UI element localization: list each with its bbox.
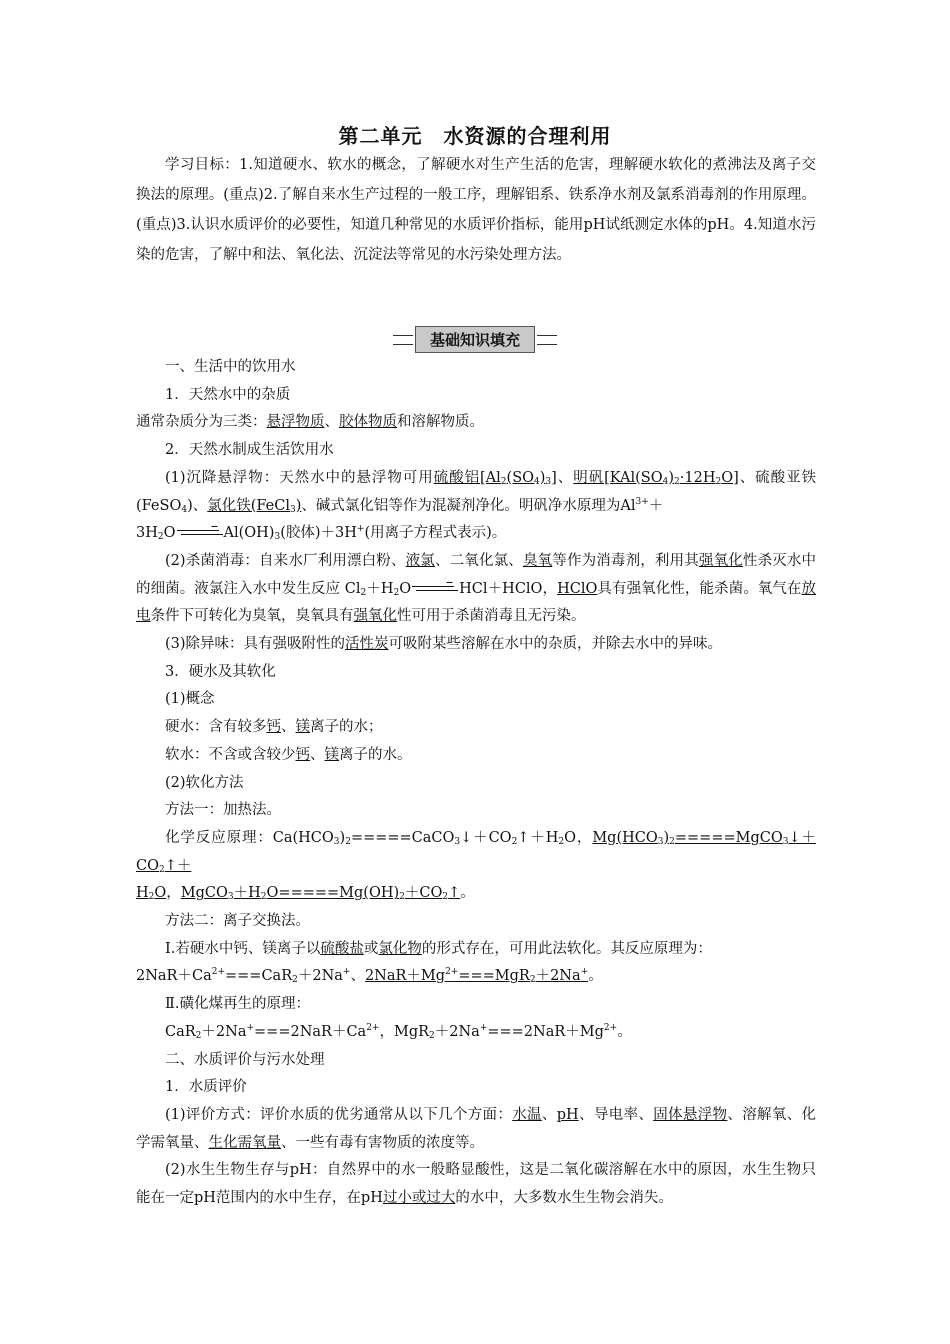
text-span: 硬水：含有较多 [165, 719, 267, 736]
answer-blank: 臭氧 [522, 552, 553, 569]
answer-blank: 悬浮物质 [266, 414, 325, 431]
text-span: (1)评价方式：评价水质的优劣通常从以下几个方面： [165, 1106, 513, 1123]
paragraph-disinfect: (2)杀菌消毒：自来水厂利用漂白粉、液氯、二氧化氯、臭氧等作为消毒剂，利用其强氧化性杀灭水中的细菌。液氯注入水中发生反应 $Cl_2+H_2O$ HCl＋HClO，HClO具有强氧化性，能杀菌。氧气在放电条件下可转化为臭氧，臭氧具有强氧化性可用于杀菌消毒且无污染。 [136, 552, 817, 625]
text-span: (2)水生生物生存与pH：自然界中的水一般略显酸性，这是二氧化碳溶解在水中的原因，水生生物只能在一定pH范围内的水中生存，在pH [136, 1162, 816, 1207]
paragraph-ph [136, 1157, 816, 1212]
subsection-heading: 1．天然水中的杂质 [165, 386, 291, 403]
reversible-arrow-icon [177, 527, 223, 539]
text-span: (3)除异味：具有强吸附性的 [165, 636, 346, 653]
text-span: (2)杀菌消毒：自来水厂利用漂白粉、 [165, 552, 406, 569]
text-span: 通常杂质分为三类： [136, 414, 267, 431]
answer-blank: 镁 [295, 719, 310, 736]
banner-right-rule [537, 335, 557, 345]
text-span: 、导电率、 [578, 1106, 654, 1123]
item-heading: (2)软化方法 [165, 774, 244, 791]
answer-blank: $MgCO_3+H_2O=====Mg(OH)_2+CO_2↑$ [180, 885, 461, 903]
text-span: 、碱式氯化铝等作为混凝剂净化。明矾净水原理为Al [301, 497, 636, 514]
answer-blank: 固体悬浮物 [653, 1106, 728, 1123]
text-span: ＋H [366, 580, 394, 597]
text-span: 或 [363, 940, 379, 957]
subsection-heading: 1．水质评价 [165, 1079, 247, 1096]
text-span: 硫酸亚铁(FeSO [136, 469, 817, 514]
text-span: 可吸附某些溶解在水中的杂质，并除去水中的异味。 [388, 636, 723, 653]
answer-blank: $2NaR+Mg^{2+}===MgR_2+2Na^+$ [364, 967, 589, 986]
text-span: Ⅰ.若硬水中钙、镁离子以 [165, 940, 321, 957]
hard-water-definition [136, 714, 816, 742]
banner-left-rule [393, 335, 413, 345]
method-one: 方法一：加热法。 [165, 802, 281, 819]
paragraph-settle: (1)沉降悬浮物：天然水中的悬浮物可用硫酸铝$[Al_2(SO_4)_3]$、明矾$[KAl(SO_4)_2\cdot 12H_2O]$、硫酸亚铁(FeSO$_4$)、氯化铁(FeCl$_3$)、碱式氯化铝等作为混凝剂净化。明矾净水原理为$Al^{3+}+$ $3H_2O$ $Al(OH)_3$(胶体)＋3H+(用离子方程式表示)。 [136, 469, 817, 543]
text-span: 、 [541, 1106, 557, 1123]
section-banner [0, 326, 950, 353]
answer-blank: 液氯 [405, 552, 435, 569]
section-heading: 二、水质评价与污水处理 [165, 1051, 325, 1068]
answer-blank: 水温 [512, 1106, 542, 1123]
banner-label: 基础知识填充 [415, 326, 535, 353]
answer-blank: 硫酸铝$[Al_2(SO_4)_3]$ [433, 469, 557, 487]
regeneration-reaction: $CaR_2+2Na^+===2NaR+Ca^{2+}$，$MgR_2+2Na^+===2NaR+Mg^{2+}$。 [165, 1022, 632, 1041]
section-heading: 一、生活中的饮用水 [165, 359, 296, 375]
answer-blank: $Mg(HCO_3)_2=====MgCO_3↓+CO_2↑+$ $H_2O$ [136, 829, 817, 903]
text-span: 、 [324, 414, 339, 431]
text-span: 、一些有毒有害物质的浓度等。 [281, 1134, 484, 1151]
text-span: 3H [136, 525, 158, 542]
text-span: 具有强氧化性，能杀菌。氧气在 [597, 580, 802, 597]
text-span: Al(OH) [223, 525, 275, 542]
text-span: O [163, 525, 176, 542]
text-span: 离子的水； [310, 719, 383, 736]
answer-blank: 强氧化 [698, 552, 743, 569]
ion-exchange-principle: Ⅰ.若硬水中钙、镁离子以硫酸盐或氯化物的形式存在，可用此法软化。其反应原理为： $2NaR+Ca^{2+}===CaR_2+2Na^+$、$2NaR+Mg^{2+}===MgR_2+2Na^+$。 [136, 940, 712, 986]
text-span: 离子的水。 [339, 746, 412, 763]
answer-blank: 过小或过大 [382, 1190, 456, 1207]
answer-blank: 镁 [324, 746, 339, 763]
text-span: 和溶解物质。 [397, 414, 484, 431]
item-heading: (1)概念 [165, 691, 215, 708]
text-span: 、 [556, 469, 574, 486]
text-span: 的形式存在，可用此法软化。其反应原理为： [421, 940, 712, 957]
answer-blank: 强氧化 [353, 608, 397, 625]
text-span: )、 [187, 497, 208, 514]
paragraph-evaluation [136, 1102, 816, 1157]
answer-blank: 氯化铁(FeCl$_3$) [207, 497, 302, 515]
answer-blank: 钙 [266, 719, 281, 736]
soft-water-definition [136, 742, 816, 770]
text-span: (用离子方程式表示)。 [364, 525, 507, 542]
answer-blank: 胶体物质 [339, 414, 397, 431]
reversible-arrow-icon [412, 583, 458, 595]
text-span: 、 [281, 719, 296, 736]
method-two: 方法二：离子交换法。 [165, 913, 310, 930]
heating-reaction: 化学反应原理：$Ca(HCO_3)_2=====CaCO_3↓+CO_2↑+H_2O$，$Mg(HCO_3)_2=====MgCO_3↓+CO_2↑+$ $H_2O$，$MgCO_3+H_2O=====Mg(OH)_2+CO_2↑$。 [136, 829, 817, 903]
text-span: 、 [310, 746, 325, 763]
subsection-heading: 2．天然水制成生活饮用水 [165, 442, 334, 459]
text-span: 性可用于杀菌消毒且无污染。 [397, 608, 586, 625]
text-span: (1)沉降悬浮物：天然水中的悬浮物可用 [165, 469, 434, 486]
paragraph-odor [136, 631, 816, 659]
page-title: 第二单元 水资源的合理利用 [338, 124, 612, 148]
text-span: 条件下可转化为臭氧，臭氧具有 [150, 608, 354, 625]
answer-blank: 氯化物 [378, 940, 422, 957]
answer-blank: 硫酸盐 [320, 940, 364, 957]
text-span: 软水：不含或含较少 [165, 746, 296, 763]
text-span: ＋ [648, 497, 664, 514]
text-span: 等作为消毒剂，利用其 [552, 552, 699, 569]
answer-blank: 明矾$[KAl(SO_4)_2\cdot 12H_2O]$ [573, 469, 739, 487]
subsection-heading: 3．硬水及其软化 [165, 663, 276, 680]
answer-blank: 生化需氧量 [208, 1134, 281, 1151]
text-span: 性杀灭水中的细菌。液氯注入水中发生反应 Cl [136, 552, 817, 597]
answer-blank: pH [556, 1106, 579, 1123]
answer-blank: 活性炭 [345, 636, 389, 653]
learning-objectives: 学习目标：1.知道硬水、软水的概念，了解硬水对生产生活的危害，理解硬水软化的煮沸法及离子交换法的原理。(重点)2.了解自来水生产过程的一般工序，理解铝系、铁系净水剂及氯系消毒剂的作用原理。(重点)3.认识水质评价的必要性，知道几种常见的水质评价指标，能用pH试纸测定水体的pH。4.知道水污染的危害，了解中和法、氧化法、沉淀法等常见的水污染处理方法。 [136, 157, 816, 263]
answer-blank: 放电 [136, 580, 816, 625]
text-span: 、溶解氧、化学需氧量、 [136, 1106, 817, 1151]
text-span: HCl＋HClO， [459, 580, 558, 597]
text-span: 化学反应原理： [165, 829, 273, 846]
document-body [136, 354, 816, 1213]
regeneration-heading: Ⅱ.磺化煤再生的原理： [165, 996, 310, 1013]
answer-blank: HClO [557, 580, 598, 597]
text-span: 的水中，大多数水生生物会消失。 [455, 1190, 673, 1207]
text-span: (胶体)＋3H [280, 525, 357, 542]
paragraph-impurity [136, 409, 816, 437]
answer-blank: 钙 [295, 746, 310, 763]
text-span: O [399, 580, 412, 597]
text-span: 、二氧化氯、 [434, 552, 523, 569]
